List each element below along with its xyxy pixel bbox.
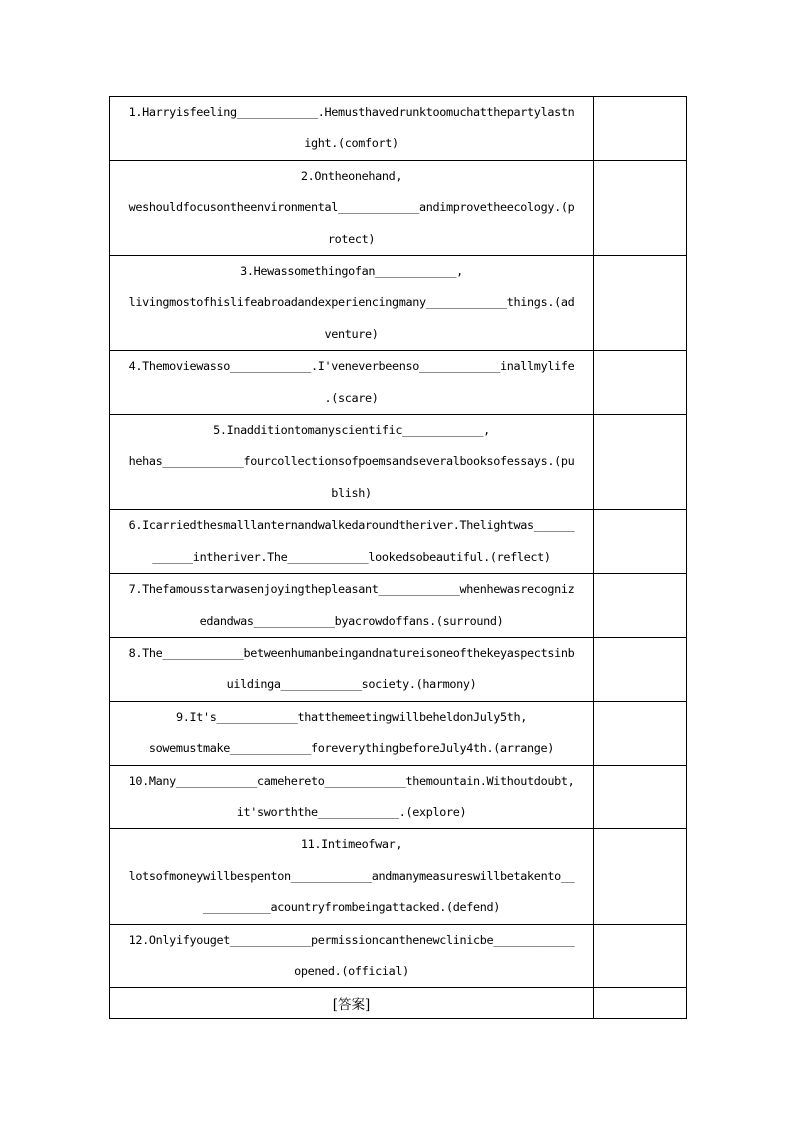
question-cell xyxy=(110,574,594,638)
question-line: sowemustmake____________foreverythingbeforeJuly4th.(arrange) xyxy=(148,741,555,756)
question-cell xyxy=(110,510,594,574)
answer-cell[interactable] xyxy=(594,351,687,415)
answer-cell[interactable] xyxy=(594,637,687,701)
question-cell xyxy=(110,351,594,415)
question-cell xyxy=(110,415,594,510)
question-line: edandwas____________byacrowdoffans.(surround) xyxy=(199,613,504,628)
answer-header-row xyxy=(110,988,687,1019)
question-line: ight.(comfort) xyxy=(304,136,399,151)
question-line: 12.Onlyifyouget____________permissioncanthenewclinicbe____________ xyxy=(128,932,575,947)
question-line: 3.Hewassomethingofan____________, xyxy=(240,264,463,279)
question-line: it'sworththe____________.(explore) xyxy=(236,804,467,819)
question-line: 4.Themoviewasso____________.I'veneverbeenso____________inallmylife xyxy=(128,359,575,374)
answer-cell[interactable] xyxy=(594,574,687,638)
question-line: venture) xyxy=(324,326,379,341)
question-cell xyxy=(110,701,594,765)
question-row-8 xyxy=(110,637,687,701)
question-line: 10.Many____________camehereto____________themountain.Withoutdoubt, xyxy=(128,773,575,788)
question-line: opened.(official) xyxy=(294,963,409,978)
question-line: .(scare) xyxy=(324,390,379,405)
question-cell xyxy=(110,924,594,988)
answer-cell[interactable] xyxy=(594,765,687,829)
question-cell xyxy=(110,97,594,161)
answer-heading: [答案] xyxy=(110,988,594,1019)
question-line: lotsofmoneywillbespenton____________andmanymeasureswillbetakento__ xyxy=(128,868,575,883)
question-line: 1.Harryisfeeling____________.Hemusthavedrunktoomuchatthepartylastn xyxy=(128,105,575,119)
question-line: 7.Thefamousstarwasenjoyingthepleasant____________whenhewasrecogniz xyxy=(128,582,575,597)
question-line: uildinga____________society.(harmony) xyxy=(226,677,477,692)
question-cell xyxy=(110,765,594,829)
answer-cell[interactable] xyxy=(594,97,687,161)
question-line: 9.It's____________thatthemeetingwillbeheldonJuly5th, xyxy=(175,709,528,724)
question-row-4 xyxy=(110,351,687,415)
question-row-2 xyxy=(110,160,687,255)
question-line: 2.Ontheonehand, xyxy=(300,168,403,183)
question-line: 11.Intimeofwar, xyxy=(300,837,403,852)
question-cell xyxy=(110,160,594,255)
question-row-7 xyxy=(110,574,687,638)
question-row-1 xyxy=(110,97,687,161)
answer-cell[interactable] xyxy=(594,415,687,510)
answer-cell[interactable] xyxy=(594,988,687,1019)
question-cell xyxy=(110,829,594,924)
answer-cell[interactable] xyxy=(594,510,687,574)
answer-cell[interactable] xyxy=(594,256,687,351)
answer-cell[interactable] xyxy=(594,829,687,924)
question-cell xyxy=(110,256,594,351)
question-line: rotect) xyxy=(327,231,376,246)
question-row-9 xyxy=(110,701,687,765)
answer-cell[interactable] xyxy=(594,701,687,765)
exercise-table xyxy=(109,96,687,1019)
question-line: ______intheriver.The____________lookedsobeautiful.(reflect) xyxy=(152,549,551,564)
question-line: 5.Inadditiontomanyscientific____________, xyxy=(213,423,490,438)
question-line: hehas____________fourcollectionsofpoemsandseveralbooksofessays.(pu xyxy=(128,454,575,469)
question-line: weshouldfocusontheenvironmental____________andimprovetheecology.(p xyxy=(128,200,575,215)
question-cell xyxy=(110,637,594,701)
answer-cell[interactable] xyxy=(594,924,687,988)
question-line: 6.Icarriedthesmalllanternandwalkedaroundtheriver.Thelightwas______ xyxy=(128,518,575,533)
question-line: 8.The____________betweenhumanbeingandnatureisoneofthekeyaspectsinb xyxy=(128,645,575,660)
question-line: blish) xyxy=(331,485,372,500)
question-row-3 xyxy=(110,256,687,351)
question-line: livingmostofhislifeabroadandexperiencingmany____________things.(ad xyxy=(128,295,575,310)
question-row-5 xyxy=(110,415,687,510)
question-line: __________acountryfrombeingattacked.(defend) xyxy=(202,900,501,915)
question-row-12 xyxy=(110,924,687,988)
answer-cell[interactable] xyxy=(594,160,687,255)
question-row-10 xyxy=(110,765,687,829)
question-row-6 xyxy=(110,510,687,574)
question-row-11 xyxy=(110,829,687,924)
